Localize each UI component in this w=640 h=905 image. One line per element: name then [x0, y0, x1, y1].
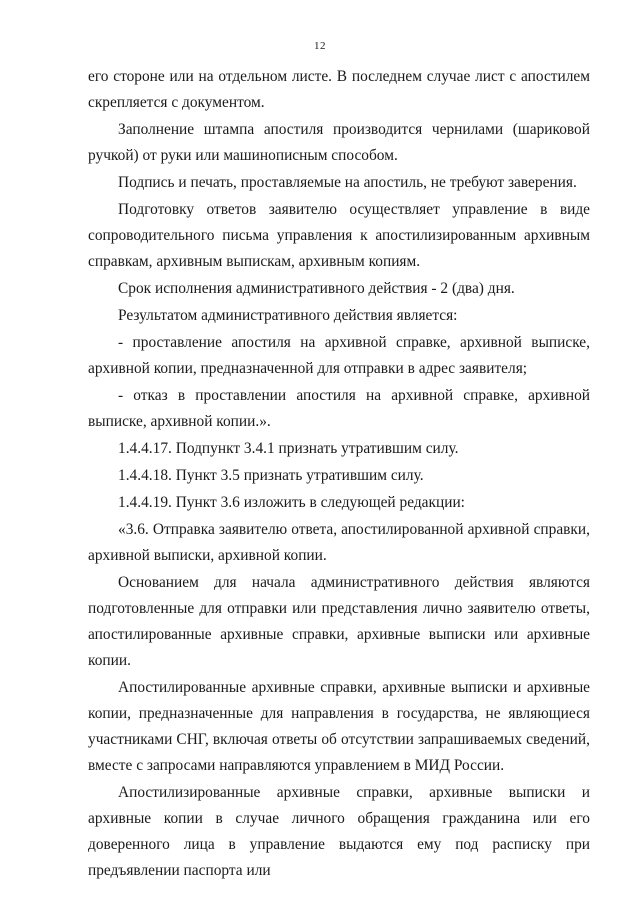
list-item-apostille-refusal: - отказ в проставлении апостиля на архивной справке, архивной выписке, архивной копии.».	[88, 387, 590, 430]
paragraph-continuation: его стороне или на отдельном листе. В последнем случае лист с апостилем скрепляется с документом.	[88, 68, 590, 111]
page-number: 12	[314, 40, 326, 52]
paragraph-foreign-dispatch: Апостилированные архивные справки, архивные выписки и архивные копии, предназначенные для направления в государства, не являющиеся участниками СНГ, включая ответы об отсутствии запрашиваемых сведений, вместе с запросами направляются управлением в МИД России.	[88, 679, 590, 774]
paragraph-grounds: Основанием для начала административного действия являются подготовленные для отправки или представления лично заявителю ответы, апостилированные архивные справки, архивные выписки или архивные копии.	[88, 574, 590, 669]
paragraph-personal-issue: Апостилизированные архивные справки, архивные выписки и архивные копии в случае личного обращения гражданина или его доверенного лица в управление выдаются ему под расписку при предъявлении паспорта или	[88, 784, 590, 879]
clause-1-4-4-18: 1.4.4.18. Пункт 3.5 признать утратившим силу.	[118, 467, 424, 484]
paragraph-response-preparation: Подготовку ответов заявителю осуществляет управление в виде сопроводительного письма управления к апостилизированным архивным справкам, архивным выпискам, архивным копиям.	[88, 201, 590, 270]
paragraph-result-intro: Результатом административного действия является:	[118, 307, 458, 324]
clause-1-4-4-19: 1.4.4.19. Пункт 3.6 изложить в следующей редакции:	[118, 494, 465, 511]
document-body	[88, 64, 590, 884]
paragraph-deadline: Срок исполнения административного действия - 2 (два) дня.	[118, 280, 515, 297]
list-item-apostille-placement: - проставление апостиля на архивной справке, архивной выписке, архивной копии, предназначенной для отправки в адрес заявителя;	[88, 334, 590, 377]
paragraph-apostille-stamp: Заполнение штампа апостиля производится чернилами (шариковой ручкой) от руки или машинописным способом.	[88, 121, 590, 164]
clause-1-4-4-17: 1.4.4.17. Подпункт 3.4.1 признать утратившим силу.	[118, 440, 459, 457]
section-3-6-heading: «3.6. Отправка заявителю ответа, апостилированной архивной справки, архивной выписки, архивной копии.	[88, 521, 590, 564]
paragraph-signature-seal: Подпись и печать, проставляемые на апостиль, не требуют заверения.	[118, 174, 577, 191]
